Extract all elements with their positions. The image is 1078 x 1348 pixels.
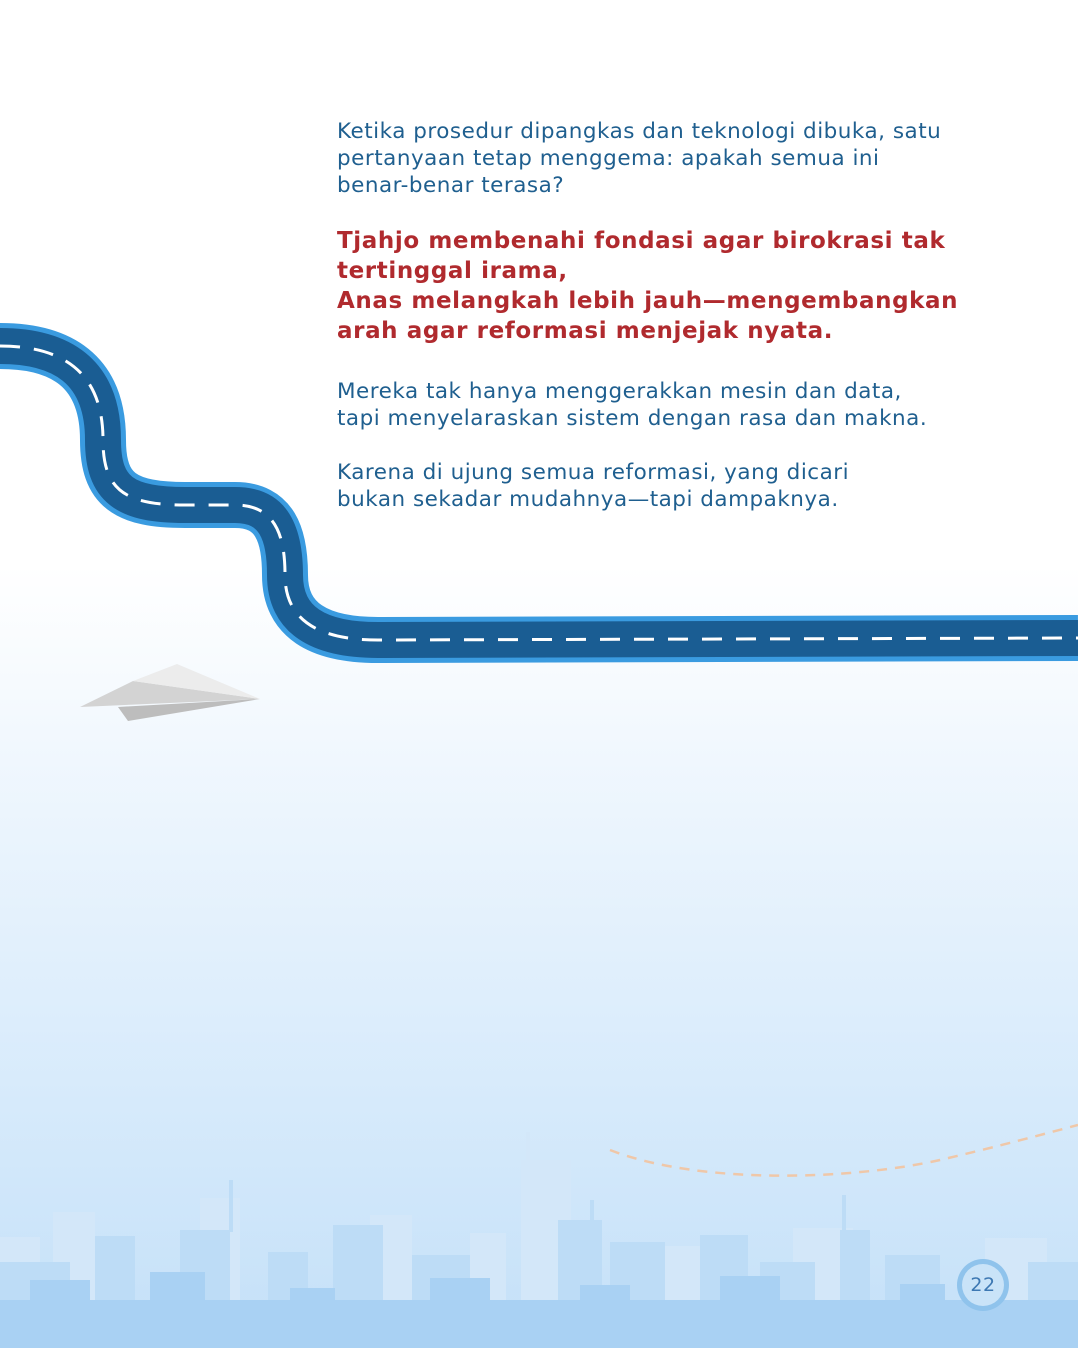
flight-trail <box>610 1125 1078 1176</box>
closing-paragraph: Karena di ujung semua reformasi, yang dicari bukan sekadar mudahnya—tapi dampaknya. <box>337 460 850 512</box>
highlight-paragraph: Tjahjo membenahi fondasi agar birokrasi tak tertinggal irama, Anas melangkah lebih jauh—mengembangkan arah agar reformasi menjejak nyata. <box>337 228 959 344</box>
page-number: 22 <box>962 1264 1004 1306</box>
intro-paragraph: Ketika prosedur dipangkas dan teknologi dibuka, satu pertanyaan tetap menggema: apakah semua ini benar-benar terasa? <box>337 119 942 198</box>
page-number-badge <box>957 1259 1009 1311</box>
paper-plane-icon <box>80 664 260 721</box>
middle-paragraph: Mereka tak hanya menggerakkan mesin dan data, tapi menyelaraskan sistem dengan rasa dan makna. <box>337 379 928 431</box>
